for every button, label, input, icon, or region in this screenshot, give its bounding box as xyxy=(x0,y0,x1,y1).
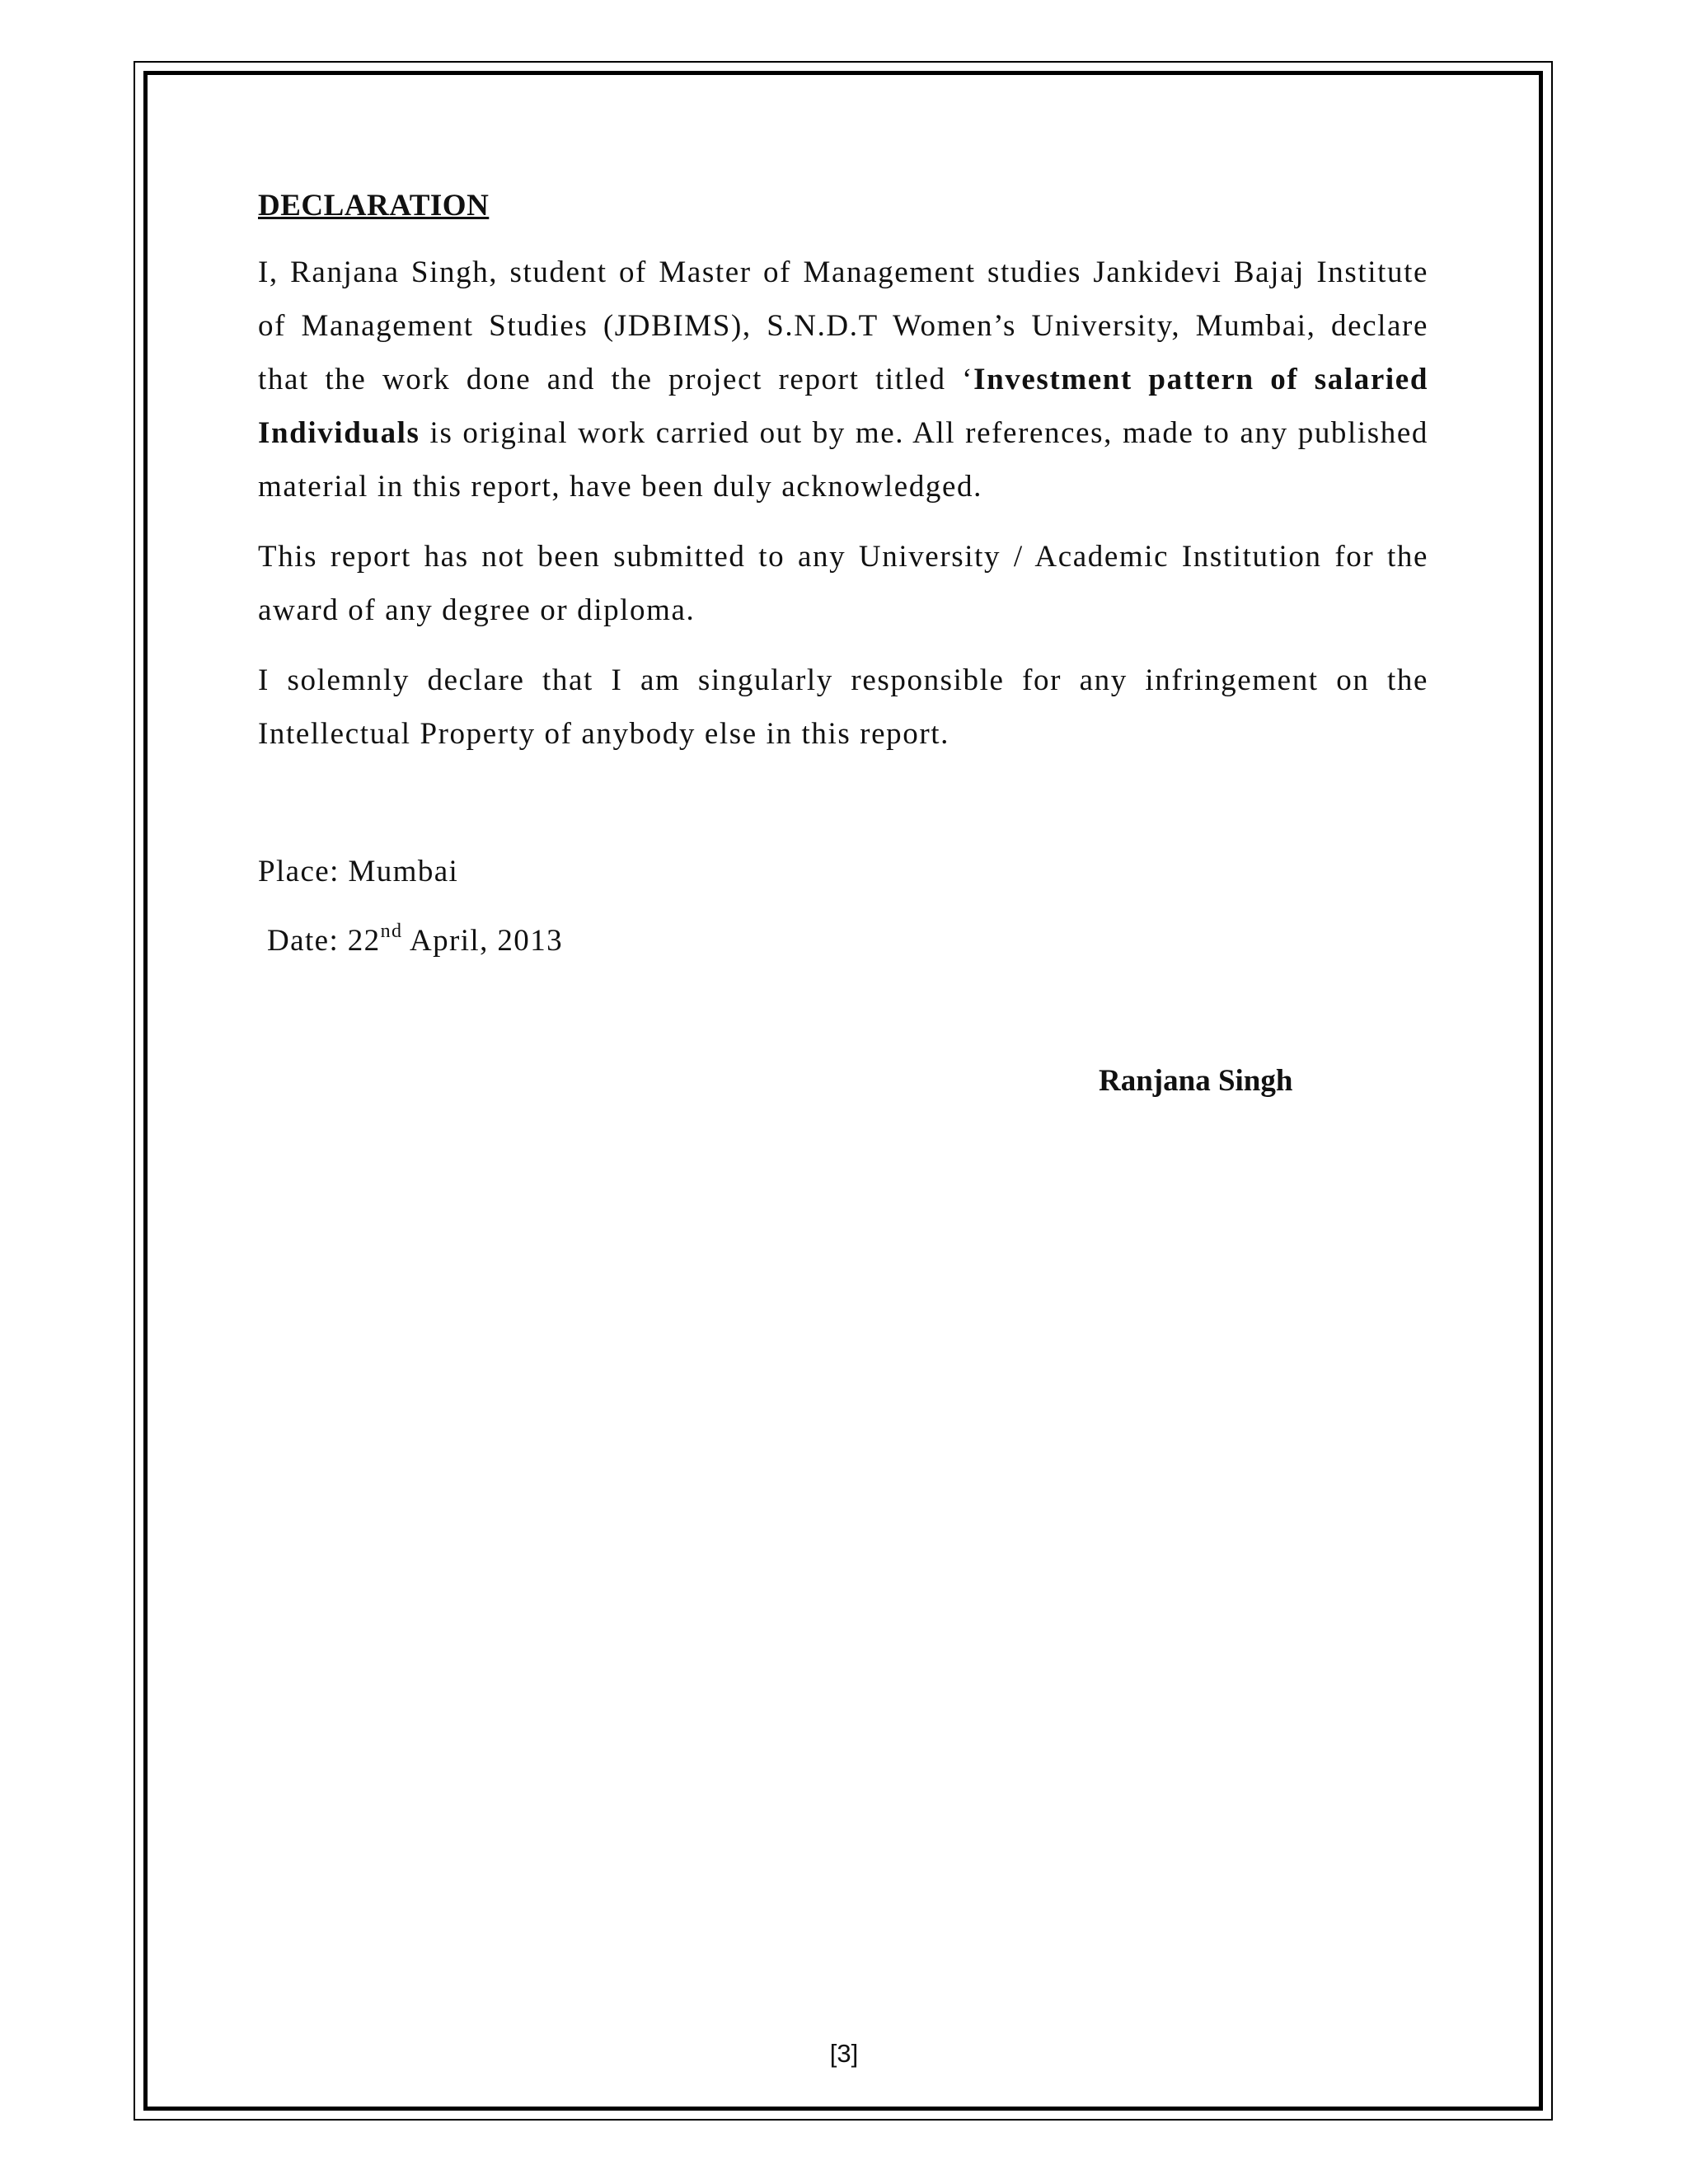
date-prefix: Date: 22 xyxy=(267,924,381,958)
date-rest: April, 2013 xyxy=(402,924,564,958)
place-line: Place: Mumbai xyxy=(258,855,459,888)
declaration-heading: DECLARATION xyxy=(258,189,490,223)
page-number: [3] xyxy=(829,2039,859,2068)
declaration-paragraph-3: I solemnly declare that I am singularly responsible for any infringement on the Intellectual Property of anybody else in this report. xyxy=(258,663,1428,751)
date-line xyxy=(267,920,563,963)
date-ordinal-suffix: nd xyxy=(380,921,403,942)
declaration-paragraph-1 xyxy=(258,246,1428,513)
declaration-paragraph-2: This report has not been submitted to any University / Academic Institution for the award of any degree or diploma. xyxy=(258,540,1428,627)
paragraph-1-text-end: is original work carried out by me. All references, made to any published material in this report, have been duly acknowledged. xyxy=(258,416,1428,504)
project-title: Investment pattern of salaried Individuals xyxy=(258,363,1428,450)
paragraph-1-text-start: I, Ranjana Singh, student of Master of Management studies Jankidevi Bajaj Institute of Management Studies (JDBIMS), S.N.D.T Women’s University, Mumbai, declare that the work done and the project report titled ‘ xyxy=(258,255,1428,396)
signature-name: Ranjana Singh xyxy=(1099,1064,1293,1098)
declaration-body xyxy=(258,185,1428,777)
